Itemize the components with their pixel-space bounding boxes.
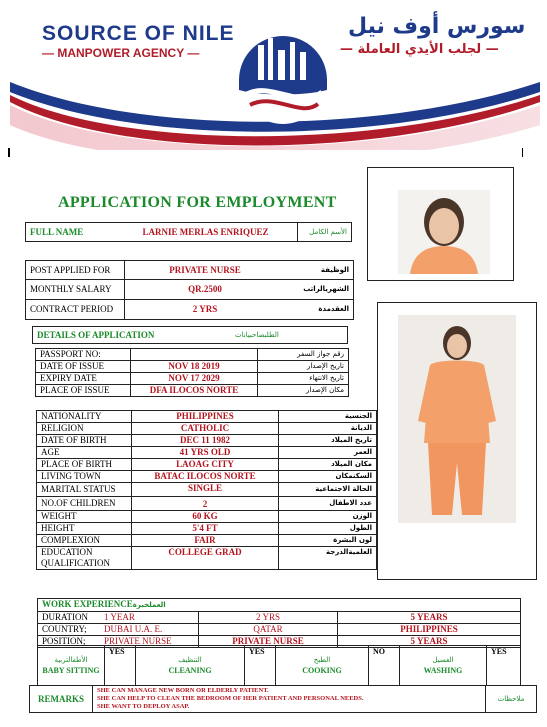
- education-value: COLLEGE GRAD: [132, 547, 279, 570]
- work-experience-table: [37, 598, 521, 648]
- skill-cleaning-ar: التنظيف: [178, 656, 202, 664]
- full-name-table: [25, 222, 352, 242]
- complexion-value: FAIR: [132, 535, 279, 547]
- skill-cooking-answer: NO: [369, 646, 400, 686]
- duration-label: DURATION: [38, 612, 101, 624]
- skill-cleaning-answer: YES: [245, 646, 276, 686]
- remarks-label: REMARKS: [30, 686, 93, 713]
- letterhead: [0, 0, 547, 150]
- salary-value: QR.2500: [125, 280, 286, 300]
- details-heading: [32, 326, 348, 344]
- children-label-ar: عدد الاطفال: [279, 497, 377, 511]
- position-label: POSITION;: [38, 636, 101, 648]
- skill-washing-answer: YES: [487, 646, 521, 686]
- remarks-label-ar: ملاحظات: [486, 686, 537, 713]
- contract-label: CONTRACT PERIOD: [26, 300, 125, 320]
- country-c1: DUBAI U.A. E.: [100, 624, 199, 636]
- skill-washing-ar: الغسيل: [432, 656, 454, 664]
- skill-cooking-en: COOKING: [302, 666, 342, 675]
- details-heading-label-ar: الطلبصاحبيانات: [231, 327, 348, 344]
- margin-mark: [8, 148, 10, 157]
- skill-babysitting: [38, 646, 105, 686]
- contract-label-ar: العقدمدة: [285, 300, 354, 320]
- issue-date-label-ar: تاريخ الإصدار: [258, 361, 349, 373]
- skill-washing: [400, 646, 487, 686]
- weight-label-ar: الوزن: [279, 511, 377, 523]
- work-heading-label: WORK EXPERIENCE: [42, 599, 133, 609]
- religion-label-ar: الديانة: [279, 423, 377, 435]
- duration-c2: 2 YRS: [199, 612, 338, 624]
- age-value: 41 YRS OLD: [132, 447, 279, 459]
- marital-label-ar: الحالة الاجتماعية: [279, 483, 377, 497]
- details-table: [35, 348, 349, 397]
- birthplace-label-ar: مكان الميلاد: [279, 459, 377, 471]
- height-label: HEIGHT: [37, 523, 132, 535]
- nationality-label: NATIONALITY: [37, 411, 132, 423]
- position-c2: PRIVATE NURSE: [199, 636, 338, 648]
- weight-value: 60 KG: [132, 511, 279, 523]
- dob-value: DEC 11 1982: [132, 435, 279, 447]
- issue-date-label: DATE OF ISSUE: [36, 361, 131, 373]
- skills-table: [37, 645, 521, 686]
- salary-label: MONTHLY SALARY: [26, 280, 125, 300]
- living-town-label: LIVING TOWN: [37, 471, 132, 483]
- contract-value: 2 YRS: [125, 300, 286, 320]
- complexion-label-ar: لون البشرة: [279, 535, 377, 547]
- marital-value: SINGLE: [132, 483, 279, 497]
- headshot-photo: [367, 167, 514, 281]
- children-label: NO.OF CHILDREN: [37, 497, 132, 511]
- dob-label-ar: تاريخ الميلاد: [279, 435, 377, 447]
- skill-cooking: [276, 646, 369, 686]
- complexion-label: COMPLEXION: [37, 535, 132, 547]
- living-town-label-ar: السكنمكان: [279, 471, 377, 483]
- living-town-value: BATAC ILOCOS NORTE: [132, 471, 279, 483]
- salary-label-ar: الشهريالراتب: [285, 280, 354, 300]
- position-c1: PRIVATE NURSE: [100, 636, 199, 648]
- expiry-label-ar: تاريخ الانتهاء: [258, 373, 349, 385]
- religion-label: RELIGION: [37, 423, 132, 435]
- passport-value: [131, 349, 258, 361]
- nationality-value: PHILIPPINES: [132, 411, 279, 423]
- full-name-value: LARNIE MERLAS ENRIQUEZ: [114, 223, 298, 242]
- headshot-image: [368, 168, 513, 280]
- post-label-ar: الوظيفة: [285, 261, 354, 280]
- remarks-line: SHE CAN MANAGE NEW BORN OR ELDERLY PATIENT.: [97, 687, 269, 694]
- skill-cleaning: [136, 646, 245, 686]
- country-label: COUNTRY;: [38, 624, 101, 636]
- remarks-text: [93, 686, 486, 713]
- skill-babysitting-ar: الأطفالتربية: [54, 656, 88, 664]
- expiry-label: EXPIRY DATE: [36, 373, 131, 385]
- education-label: EDUCATION QUALIFICATION: [37, 547, 132, 570]
- duration-c1: 1 YEAR: [100, 612, 199, 624]
- position-c3: 5 YEARS: [338, 636, 521, 648]
- place-issue-value: DFA ILOCOS NORTE: [131, 385, 258, 397]
- skill-washing-en: WASHING: [423, 666, 463, 675]
- birthplace-label: PLACE OF BIRTH: [37, 459, 132, 471]
- expiry-value: NOV 17 2029: [131, 373, 258, 385]
- remarks-line: SHE WANT TO DEPLOY ASAP.: [97, 703, 190, 710]
- skill-babysitting-en: BABY SITTING: [42, 666, 100, 675]
- issue-date-value: NOV 18 2019: [131, 361, 258, 373]
- work-heading: [38, 599, 521, 612]
- height-label-ar: الطول: [279, 523, 377, 535]
- marital-label: MARITAL STATUS: [37, 483, 132, 497]
- full-name-label: FULL NAME: [26, 223, 115, 242]
- religion-value: CATHOLIC: [132, 423, 279, 435]
- remarks-table: [29, 685, 537, 713]
- duration-c3: 5 YEARS: [338, 612, 521, 624]
- brand-tagline-ar: — لجلب الأيدي العاملة —: [340, 42, 499, 57]
- post-value: PRIVATE NURSE: [125, 261, 286, 280]
- skill-cleaning-en: CLEANING: [168, 666, 212, 675]
- full-name-label-ar: الأسم الكامل: [298, 223, 352, 242]
- age-label-ar: العمر: [279, 447, 377, 459]
- place-issue-label-ar: مكان الإصدار: [258, 385, 349, 397]
- margin-mark: [522, 148, 523, 157]
- birthplace-value: LAOAG CITY: [132, 459, 279, 471]
- place-issue-label: PLACE OF ISSUE: [36, 385, 131, 397]
- education-label-ar: العلميةالدرجة: [279, 547, 377, 570]
- skill-cooking-ar: الطبخ: [313, 656, 331, 664]
- full-body-image: [378, 303, 536, 579]
- age-label: AGE: [37, 447, 132, 459]
- details-heading-label: DETAILS OF APPLICATION: [33, 327, 232, 344]
- brand-name-en: SOURCE OF NILE: [42, 22, 235, 45]
- nationality-label-ar: الجنسية: [279, 411, 377, 423]
- passport-label-ar: رقم جواز السفر: [258, 349, 349, 361]
- passport-label: PASSPORT NO:: [36, 349, 131, 361]
- skill-babysitting-answer: YES: [105, 646, 136, 686]
- personal-table: [36, 410, 377, 570]
- country-c3: PHILIPPINES: [338, 624, 521, 636]
- country-c2: QATAR: [199, 624, 338, 636]
- brand-tagline-en: — MANPOWER AGENCY —: [42, 46, 200, 60]
- page-title: APPLICATION FOR EMPLOYMENT: [58, 194, 337, 211]
- full-body-photo: [377, 302, 537, 580]
- remarks-line: SHE CAN HELP TO CLEAN THE BEDROOM OF HER PATIENT AND PERSONAL NEEDS.: [97, 695, 364, 702]
- dob-label: DATE OF BIRTH: [37, 435, 132, 447]
- height-value: 5'4 FT: [132, 523, 279, 535]
- brand-name-ar: سورس أوف نيل: [348, 14, 526, 39]
- work-heading-label-ar: العملخبرة: [132, 601, 166, 609]
- post-label: POST APPLIED FOR: [26, 261, 125, 280]
- weight-label: WEIGHT: [37, 511, 132, 523]
- children-value: 2: [132, 497, 279, 511]
- post-table: [25, 260, 354, 320]
